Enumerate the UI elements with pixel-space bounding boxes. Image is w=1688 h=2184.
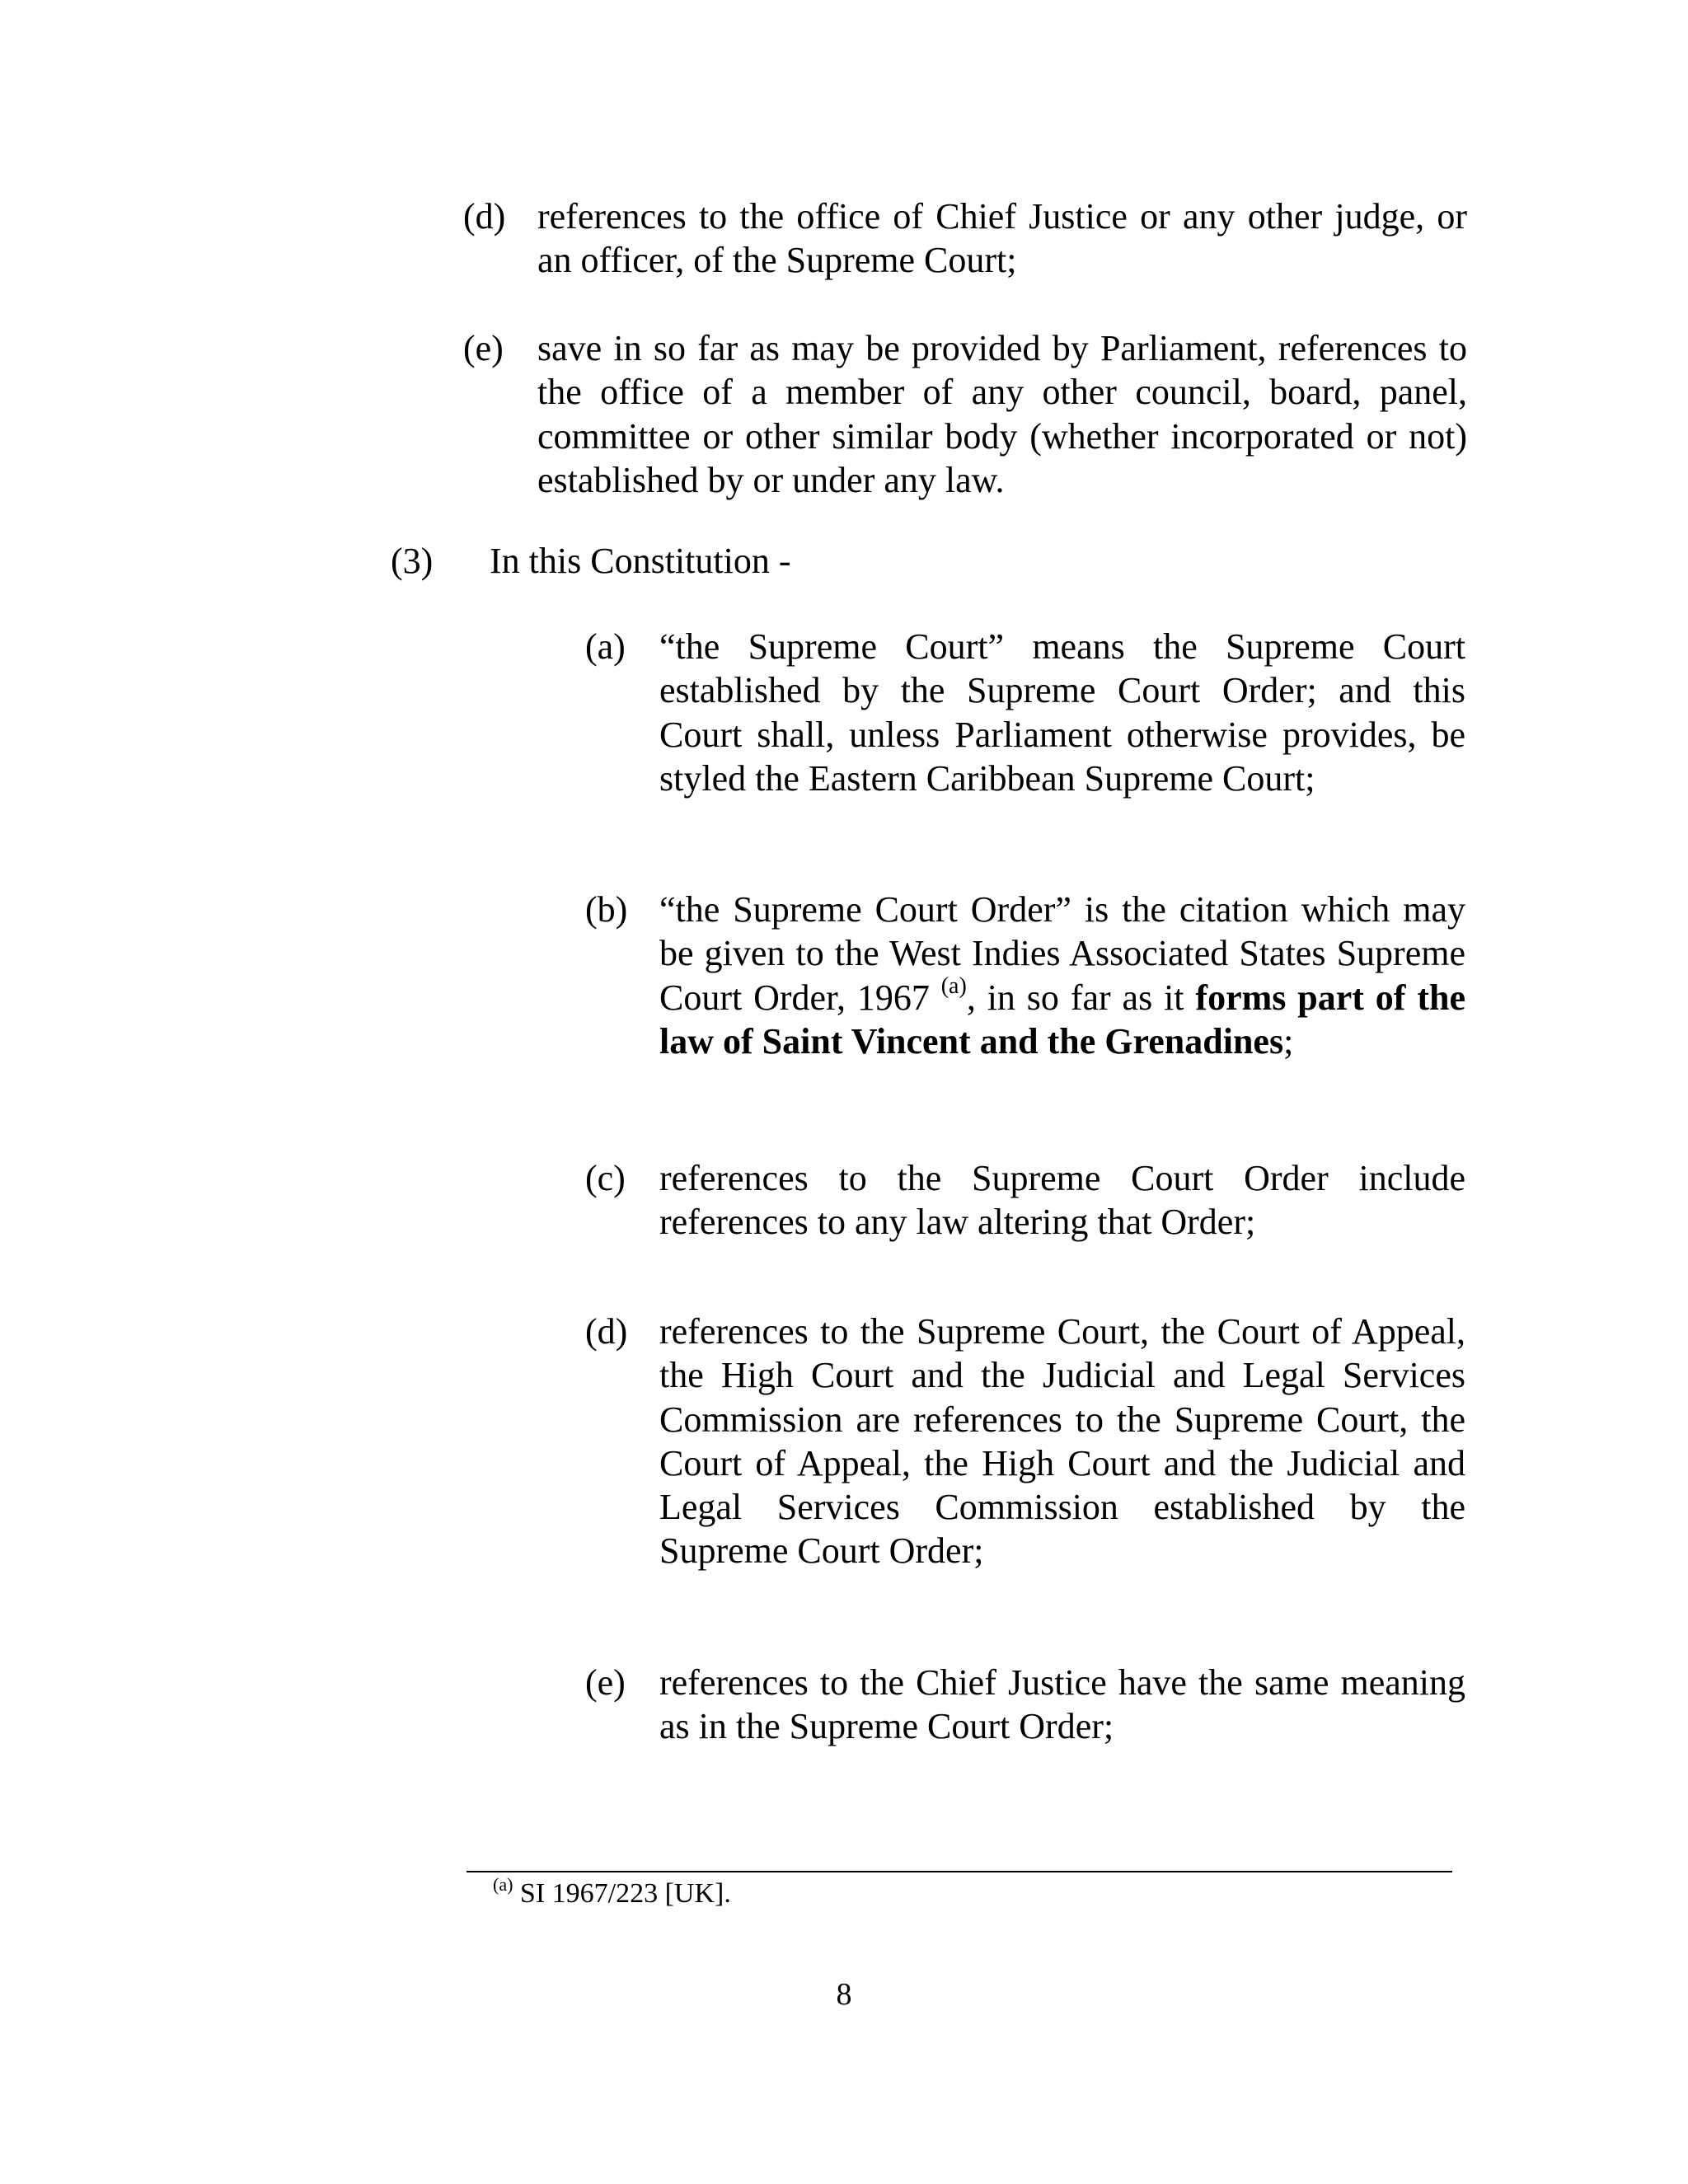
- item-text: references to the office of Chief Justice or any other judge, or an officer, of the Supreme Court;: [537, 196, 1467, 281]
- definition-text-after: ;: [1283, 1020, 1294, 1062]
- definition-text-middle: , in so far as it: [966, 977, 1184, 1018]
- definition-text-before: “the Supreme Court Order” is the citation which may be given to the West Indies Associated States Supreme Court Order, 1967: [659, 889, 1465, 1018]
- definition-label: (e): [585, 1662, 626, 1703]
- item-label: (d): [463, 196, 506, 237]
- footnote-reference: (a): [940, 972, 967, 999]
- definition-text: references to the Chief Justice have the same meaning as in the Supreme Court Order;: [659, 1662, 1465, 1747]
- definition-text: [659, 888, 1465, 1063]
- item-text: save in so far as may be provided by Parliament, references to the office of a member of any other council, board, panel, committee or other similar body (whether incorporated or not) established by or under any law.: [537, 328, 1467, 500]
- definition-text: “the Supreme Court” means the Supreme Court established by the Supreme Court Order; and this Court shall, unless Parliament otherwise provides, be styled the Eastern Caribbean Supreme Court;: [659, 626, 1465, 799]
- definition-label: (d): [585, 1311, 628, 1352]
- footnote-marker: (a): [493, 1873, 513, 1895]
- definition-text: references to the Supreme Court Order include references to any law altering that Order;: [659, 1158, 1465, 1243]
- definition-text-bold: forms part of the law of Saint Vincent and the Grenadines: [659, 977, 1465, 1062]
- item-label: (e): [463, 328, 504, 368]
- footnote-text: SI 1967/223 [UK].: [513, 1878, 731, 1909]
- definition-label: (a): [585, 626, 626, 667]
- definition-text: references to the Supreme Court, the Court of Appeal, the High Court and the Judicial and Legal Services Commission are references to the Supreme Court, the Court of Appeal, the High Court and the Judicial and Legal Services Commission established by the Supreme Court Order;: [659, 1311, 1465, 1572]
- footnote-separator: [467, 1871, 1452, 1872]
- subsection-number: (3): [391, 541, 434, 581]
- page-number: 8: [836, 1977, 852, 2012]
- footnote: [493, 1873, 731, 1910]
- definition-label: (b): [585, 889, 628, 930]
- definition-label: (c): [585, 1158, 626, 1198]
- subsection-intro: In this Constitution -: [490, 541, 791, 581]
